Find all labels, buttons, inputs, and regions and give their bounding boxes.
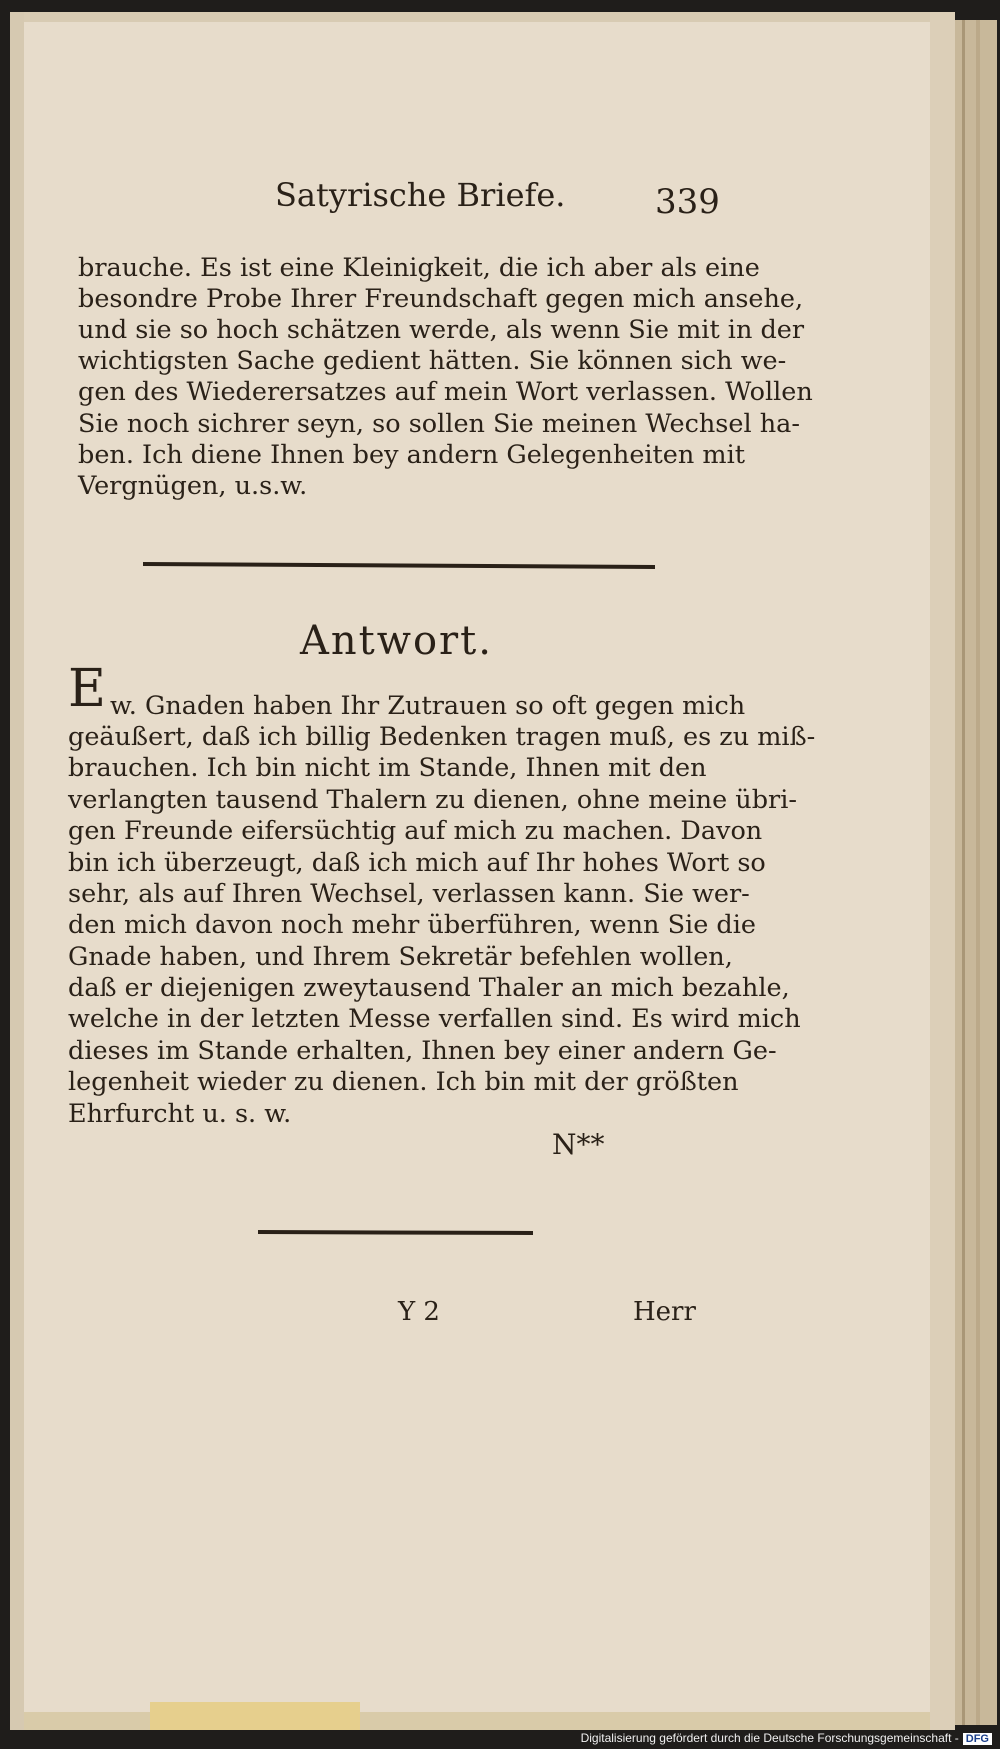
text-line: w. Gnaden haben Ihr Zutrauen so oft gegen mich — [110, 691, 746, 721]
section-heading: Antwort. — [300, 618, 493, 664]
drop-cap: E — [68, 659, 106, 719]
text-line: besondre Probe Ihrer Freundschaft gegen mich ansehe, — [78, 284, 804, 314]
signature-mark: Y 2 — [398, 1297, 440, 1327]
text-line: welche in der letzten Messe verfallen sind. Es wird mich — [68, 1004, 801, 1034]
credit-text: Digitalisierung gefördert durch die Deutsche Forschungsgemeinschaft - — [580, 1731, 959, 1745]
text-line: Ehrfurcht u. s. w. — [68, 1099, 292, 1129]
text-line: brauche. Es ist eine Kleinigkeit, die ich aber als eine — [78, 253, 760, 283]
text-line: dieses im Stande erhalten, Ihnen bey einer andern Ge- — [68, 1036, 777, 1066]
text-line: gen Freunde eifersüchtig auf mich zu machen. Davon — [68, 816, 763, 846]
text-line: den mich davon noch mehr überführen, wenn Sie die — [68, 910, 756, 940]
running-head: Satyrische Briefe. — [275, 176, 566, 214]
text-line: Vergnügen, u.s.w. — [78, 471, 308, 501]
text-line: Gnade haben, und Ihrem Sekretär befehlen wollen, — [68, 942, 733, 972]
text-line: gen des Wiederersatzes auf mein Wort verlassen. Wollen — [78, 377, 813, 407]
page-number: 339 — [655, 182, 720, 222]
text-line: sehr, als auf Ihren Wechsel, verlassen kann. Sie wer- — [68, 879, 750, 909]
text-line: ben. Ich diene Ihnen bey andern Gelegenheiten mit — [78, 440, 746, 470]
catchword: Herr — [633, 1297, 696, 1327]
digitization-credit — [581, 1731, 992, 1745]
text-line: geäußert, daß ich billig Bedenken tragen muß, es zu miß- — [68, 722, 816, 752]
section-rule — [143, 564, 655, 567]
text-line: verlangten tausend Thalern zu dienen, ohne meine übri- — [68, 785, 797, 815]
text-line: daß er diejenigen zweytausend Thaler an mich bezahle, — [68, 973, 790, 1003]
text-line: und sie so hoch schätzen werde, als wenn Sie mit in der — [78, 315, 805, 345]
text-line: brauchen. Ich bin nicht im Stande, Ihnen mit den — [68, 753, 707, 783]
dfg-logo: DFG — [963, 1733, 992, 1745]
text-line: wichtigsten Sache gedient hätten. Sie können sich we- — [78, 346, 787, 376]
signature: N** — [552, 1128, 605, 1161]
text-line: bin ich überzeugt, daß ich mich auf Ihr hohes Wort so — [68, 848, 766, 878]
end-rule — [258, 1232, 533, 1233]
text-line: Sie noch sichrer seyn, so sollen Sie meinen Wechsel ha- — [78, 409, 800, 439]
text-line: legenheit wieder zu dienen. Ich bin mit der größten — [68, 1067, 739, 1097]
